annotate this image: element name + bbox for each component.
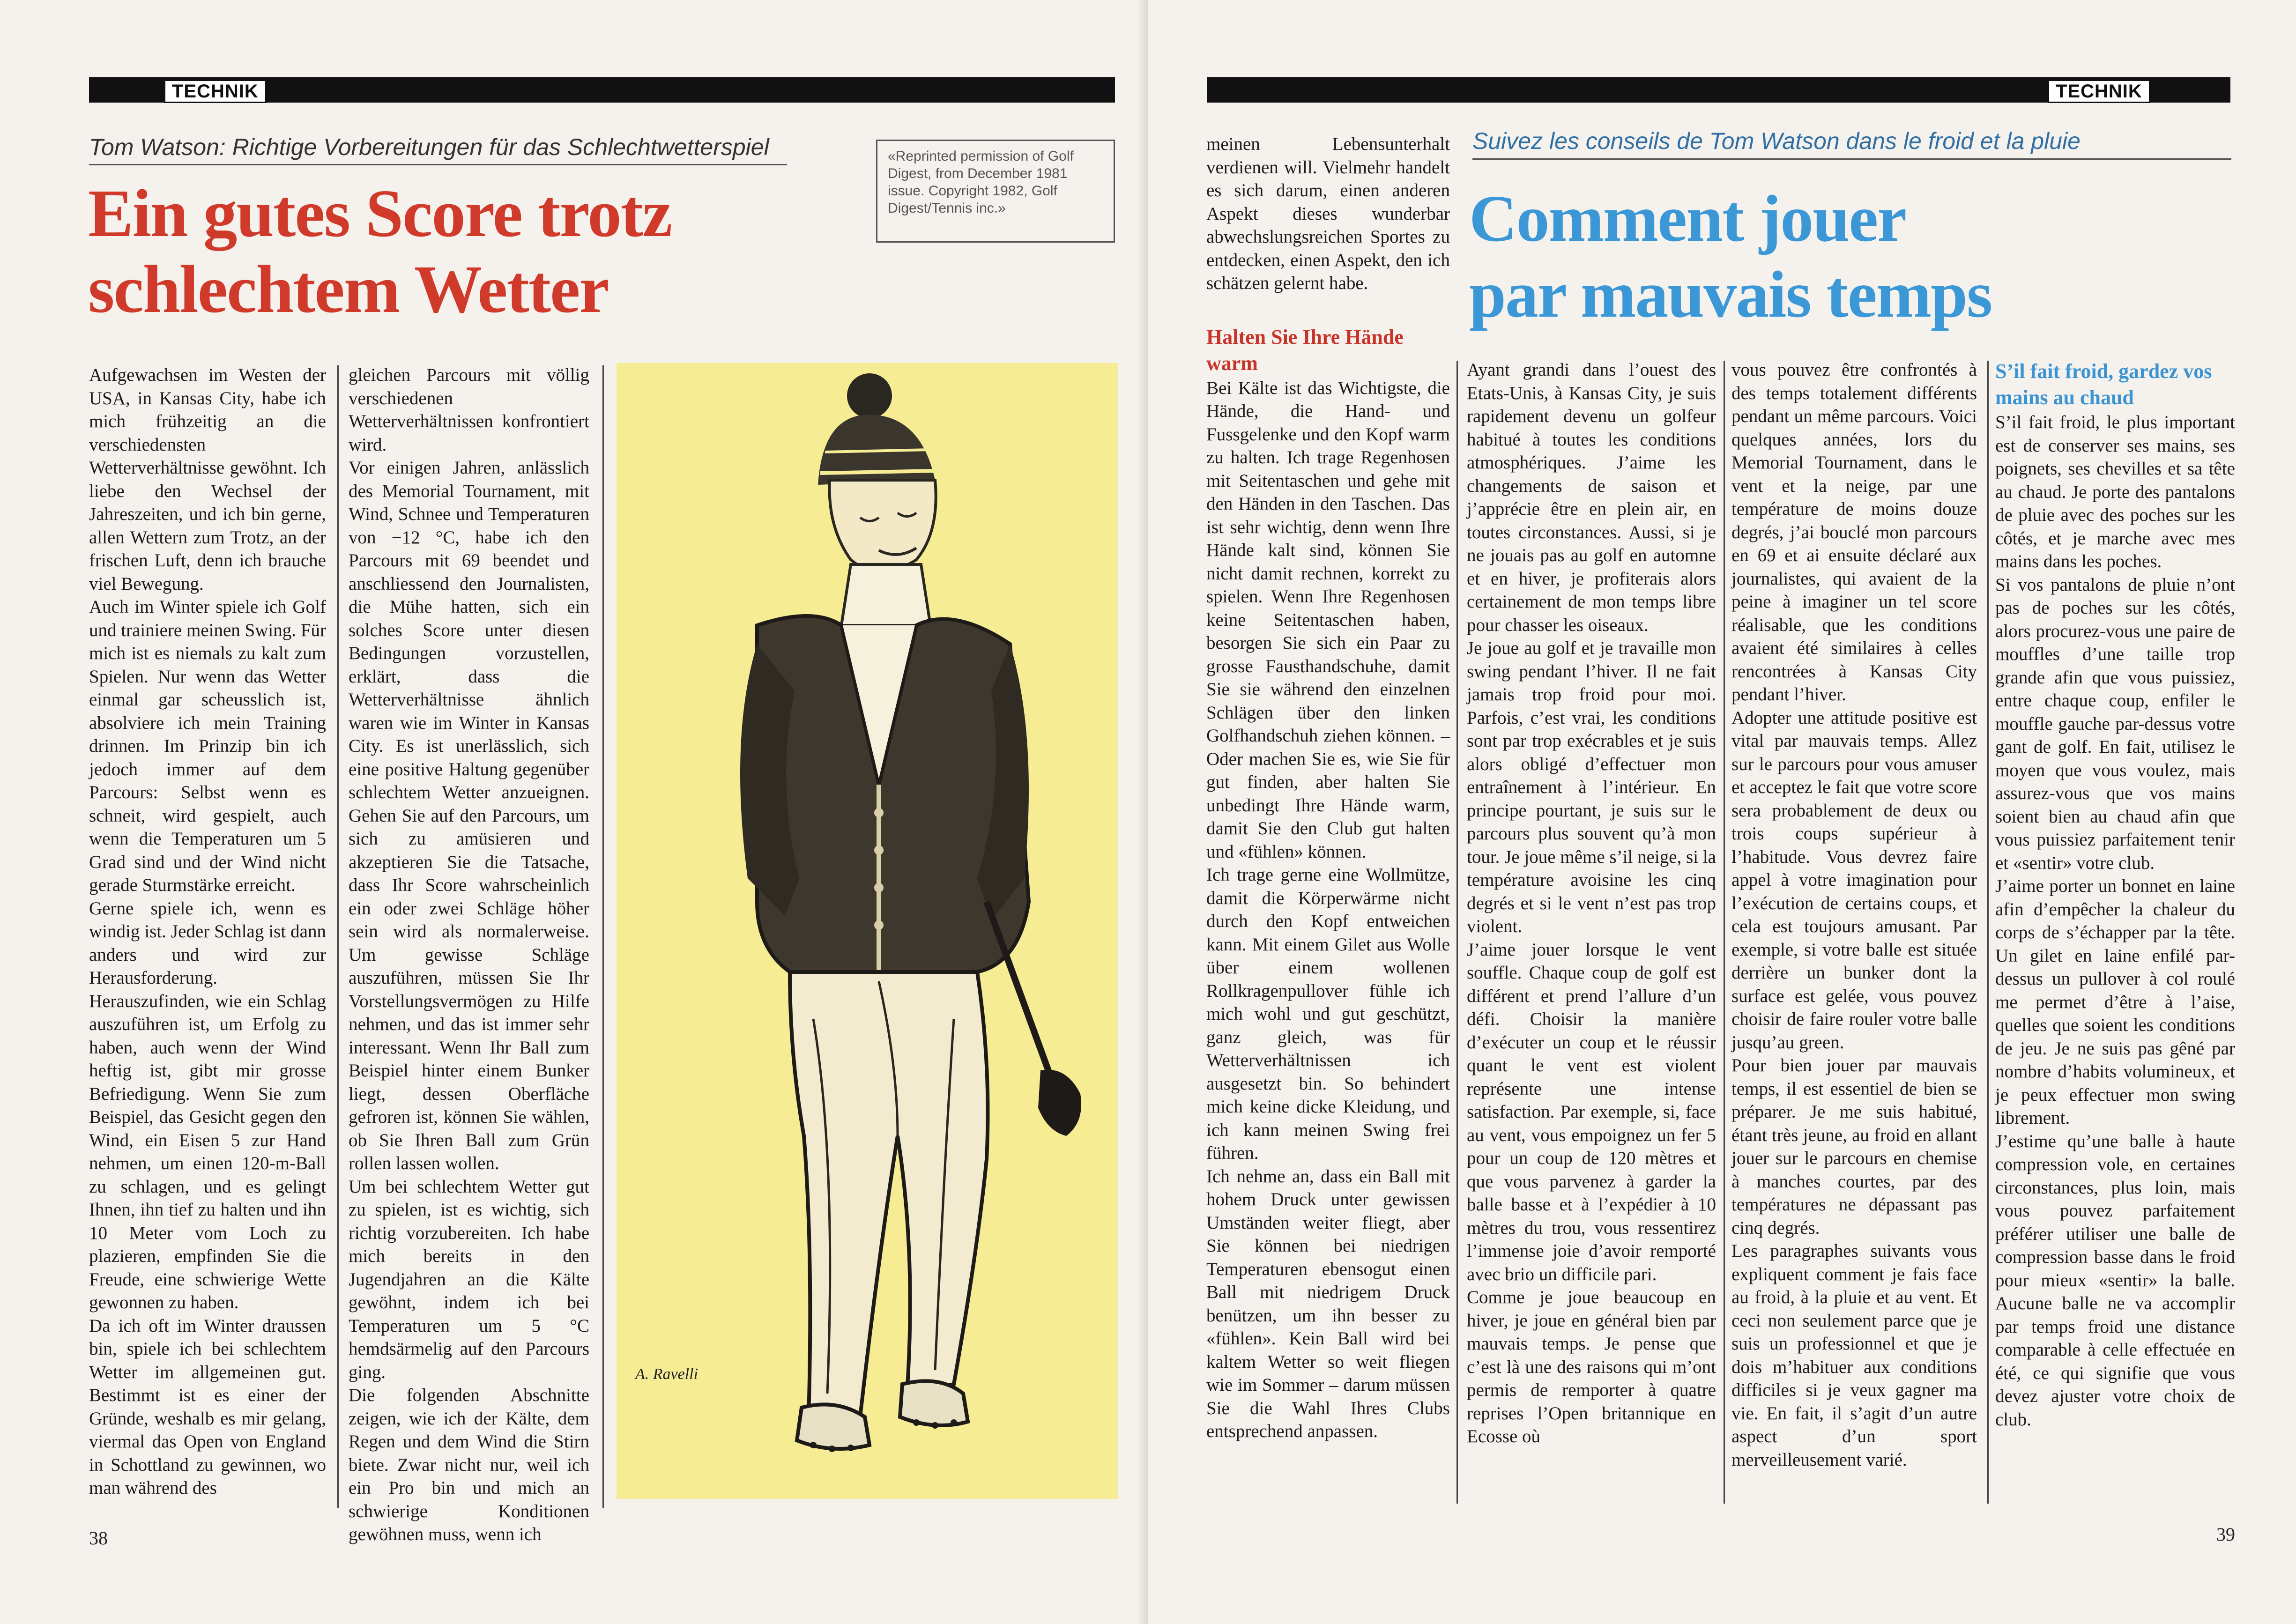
article-column-2 (349, 363, 589, 1544)
article-column-french-1 (1467, 358, 1716, 1511)
headline (1469, 180, 1991, 332)
section-tag: TECHNIK (164, 80, 267, 103)
paragraph: vous pouvez être confrontés à des temps totalement différents pendant un même parcours. Voici quelques années, lors du Memorial Tournament, dans le vent et la neige, par une température de moins douze degrés, j’ai bouclé mon parcours en 69 et ai ensuite déclaré aux journalistes, qui avaient de la peine à imaginer un tel score réalisable, que les conditions avaient été similaires à celles rencontrées à Kansas City pendant l’hiver. (1731, 360, 1977, 704)
column-divider (602, 365, 604, 1508)
kicker: Suivez les conseils de Tom Watson dans le froid et la pluie (1472, 128, 2081, 154)
article-column-1 (89, 363, 326, 1516)
page-number: 38 (89, 1528, 108, 1549)
paragraph: gleichen Parcours mit völlig verschiedenen Wetterverhältnissen konfrontiert wird. (349, 365, 589, 455)
kicker: Tom Watson: Richtige Vorbereitungen für das Schlechtwetterspiel (89, 134, 769, 160)
paragraph: J’estime qu’une balle à haute compression vole, en certaines circonstances, plus loin, mais vous pouvez parfaitement préférer utiliser une balle de compression basse dans le froid pour mieux «sentir» la balle. Aucune balle ne va accomplir par temps froid une distance comparable à celle effectuée en été, ce qui signifie que vous devez ajuster votre choix de club. (1995, 1131, 2235, 1430)
paragraph: Ich nehme an, dass ein Ball mit hohem Druck unter gewissen Umständen weiter fliegt, aber Sie können bei niedrigen Temperaturen ebensogut einen Ball mit niedrigem Druck benützen, um ihn besser zu «fühlen». Kein Ball wird bei kaltem Wetter so weit fliegen wie im Sommer – darum müssen Sie die Wahl Ihres Clubs entsprechend anpassen. (1206, 1166, 1450, 1441)
column-divider (1456, 361, 1458, 1504)
paragraph: Um bei schlechtem Wetter gut zu spielen, ist es wichtig, sich richtig vorzubereiten. Ich habe mich bereits in den Jugendjahren an die Kälte gewöhnt, indem ich bei Temperaturen um 5 °C hemdsärmelig auf den Parcours ging. (349, 1176, 589, 1382)
artist-signature: A. Ravelli (635, 1365, 698, 1383)
paragraph: S’il fait froid, le plus important est de conserver ses mains, ses poignets, ses chevilles et sa tête au chaud. Je porte des pantalons de pluie avec des poches sur les côtés, et je marche avec mes mains dans les poches. (1995, 412, 2235, 571)
paragraph: Auch im Winter spiele ich Golf und trainiere meinen Swing. Für mich ist es niemals zu kalt zum Spielen. Nur wenn das Wetter einmal gar scheusslich ist, absolviere ich mein Training drinnen. Im Prinzip bin ich jedoch immer auf dem Parcours: Selbst wenn es schneit, wird gespielt, auch wenn die Temperaturen um 5 Grad sind und der Wind nicht gerade Sturmstärke erreicht. (89, 597, 326, 895)
kicker-underline (89, 164, 787, 165)
paragraph: Die folgenden Abschnitte zeigen, wie ich der Kälte, dem Regen und dem Wind die Stirn biete. Zwar nicht nur, weil ich ein Pro bin und mich an schwierige Konditionen gewöhnen muss, wenn ich (349, 1385, 589, 1544)
right-page (1148, 0, 2296, 1624)
headline-line-1: Ein gutes Score trotz (88, 176, 672, 251)
golfer-drawing (617, 363, 1118, 1499)
paragraph: Pour bien jouer par mauvais temps, il est essentiel de bien se préparer. Je me suis habitué, étant très jeune, au froid en allant jouer sur le parcours en chemise à manches courtes, par des températures ne dépassant pas cinq degrés. (1731, 1055, 1977, 1238)
subhead: S’il fait froid, gardez vos mains au chaud (1995, 360, 2212, 409)
column-divider (1724, 361, 1725, 1504)
article-column-french-3 (1995, 358, 2235, 1511)
golfer-illustration (617, 363, 1118, 1499)
paragraph: Aufgewachsen im Westen der USA, in Kansas City, habe ich mich frühzeitig an die verschiedensten Wetterverhältnisse gewöhnt. Ich liebe den Wechsel der Jahreszeiten, und ich bin gerne, allen Wettern zum Trotz, an der frischen Luft, denn ich brauche viel Bewegung. (89, 365, 326, 594)
kicker-underline (1472, 158, 2231, 160)
subhead: Halten Sie Ihre Hände warm (1206, 325, 1404, 375)
paragraph: meinen Lebensunterhalt verdienen will. Vielmehr handelt es sich darum, einen anderen Aspekt dieses wunderbar abwechslungsreichen Sportes zu entdecken, einen Aspekt, den ich schätzen gelernt habe. (1206, 134, 1450, 293)
headline-line-2: par mauvais temps (1469, 257, 1992, 331)
column-divider (1987, 361, 1989, 1504)
headline-line-1: Comment jouer (1469, 181, 1906, 255)
paragraph: J’aime porter un bonnet en laine afin d’empêcher la chaleur du corps de s’échapper par la tête. Un gilet en laine enfilé par-dessus un pullover à col roulé me permet d’être à l’aise, quelles que soient les conditions de jeu. Je ne suis pas gêné par nombre d’habits volumineux, et je peux effectuer mon swing librement. (1995, 876, 2235, 1128)
paragraph: Bei Kälte ist das Wichtigste, die Hände, die Hand- und Fussgelenke und den Kopf warm zu halten. Ich trage Regenhosen mit Seitentaschen und gehe mit den Händen in den Taschen. Das ist sehr wichtig, denn wenn Ihre Hände kalt sind, können Sie nicht damit rechnen, korrekt zu spielen. Wenn Ihre Regenhosen keine Seitentaschen haben, besorgen Sie sich ein Paar zu grosse Fausthandschuhe, damit Sie sie während den einzelnen Schlägen über den linken Golfhandschuh ziehen können. – Oder machen Sie es, wie Sie für gut finden, aber halten Sie unbedingt Ihre Hände warm, damit Sie den Club gut halten und «fühlen» können. (1206, 378, 1450, 862)
paragraph: Adopter une attitude positive est vital par mauvais temps. Allez sur le parcours pour vous amuser et acceptez le fait que votre score sera probablement de deux ou trois coups supérieur à l’habitude. Vous devrez faire appel à votre imagination pour l’exécution de certains coups, et cela est toujours amusant. Par exemple, si votre balle est située derrière un bunker dont la surface est gelée, vous pouvez choisir de faire rouler votre balle jusqu’au green. (1731, 707, 1977, 1053)
page-number: 39 (2216, 1524, 2235, 1545)
article-column-french-2 (1731, 358, 1977, 1511)
article-column-german-continued (1206, 133, 1450, 1507)
paragraph: Si vos pantalons de pluie n’ont pas de poches sur les côtés, alors procurez-vous une paire de mouffles d’une taille trop grande afin que vous puissiez, entre chaque coup, enfiler le mouffle gauche par-dessus votre gant de golf. En fait, utilisez le moyen que vous voulez, mais assurez-vous que vos mains soient bien au chaud afin que vous puissiez parfaitement tenir et «sentir» votre club. (1995, 574, 2235, 873)
paragraph: J’aime jouer lorsque le vent souffle. Chaque coup de golf est différent et prend l’allure d’un défi. Choisir la manière d’exécuter un coup et le réussir quant le vent est violent représente une intense satisfaction. Par exemple, si, face au vent, vous empoignez un fer 5 pour un coup de 120 mètres et que vous parvenez à garder la balle basse et à l’expédier à 10 mètres du trou, vous ressentirez l’immense joie d’avoir remporté avec brio un difficile pari. (1467, 939, 1716, 1284)
reprint-credit: «Reprinted permission of Golf Digest, from December 1981 issue. Copyright 1982, Golf Digest/Tennis inc.» (876, 140, 1115, 243)
paragraph: Les paragraphes suivants vous expliquent comment je fais face au froid, à la pluie et au vent. Et ceci non seulement parce que je suis un professionnel et que je dois m’habituer aux conditions difficiles si je veux gagner ma vie. En fait, il s’agit d’un autre aspect d’un sport merveilleusement varié. (1731, 1241, 1977, 1470)
paragraph: Vor einigen Jahren, anlässlich des Memorial Tournament, mit Wind, Schnee und Temperaturen von −12 °C, habe ich den Parcours mit 69 beendet und anschliessend den Journalisten, die Mühe hatten, sich ein solches Score unter diesen Bedingungen vorzustellen, erklärt, dass die Wetterverhältnisse ähnlich waren wie im Winter in Kansas City. Es ist unerlässlich, sich eine positive Haltung gegenüber schlechtem Wetter anzueignen. Gehen Sie auf den Parcours, um sich zu amüsieren und akzeptieren Sie die Tatsache, dass Ihr Score wahrscheinlich ein oder zwei Schläge höher sein wird als normalerweise. Um gewisse Schläge auszuführen, müssen Sie Ihr Vorstellungsvermögen zu Hilfe nehmen, und das ist immer sehr interessant. Wenn Ihr Ball zum Beispiel hinter einem Bunker liegt, dessen Oberfläche gefroren ist, können Sie wählen, ob Sie Ihren Ball zum Grün rollen lassen wollen. (349, 458, 589, 1173)
paragraph: Da ich oft im Winter draussen bin, spiele ich bei schlechtem Wetter im allgemeinen gut. Bestimmt ist es einer der Gründe, weshalb es mir gelang, viermal das Open von England in Schottland zu gewinnen, wo man während des (89, 1315, 326, 1498)
column-divider (337, 365, 339, 1508)
section-tag: TECHNIK (2048, 80, 2150, 103)
paragraph: Ich trage gerne eine Wollmütze, damit die Körperwärme nicht durch den Kopf entweichen kann. Mit einem Gilet aus Wolle über einem wollenen Rollkragenpullover fühle ich mich wohl und gut geschützt, ganz gleich, was für Wetterverhältnissen ich ausgesetzt bin. So behindert mich keine dicke Kleidung, und ich kann meinen Swing frei führen. (1206, 865, 1450, 1163)
paragraph: Ayant grandi dans l’ouest des Etats-Unis, à Kansas City, je suis rapidement devenu un golfeur habitué à toutes les conditions atmosphériques. J’aime les changements de saison et j’apprécie être en plein air, en toutes circonstances. Aussi, si je ne jouais pas au golf en automne et en hiver, je profiterais alors certainement de mon temps libre pour chasser les oiseaux. (1467, 360, 1716, 635)
headline (88, 176, 671, 327)
paragraph: Gerne spiele ich, wenn es windig ist. Jeder Schlag ist dann anders und wird zur Herausforderung. Herauszufinden, wie ein Schlag auszuführen ist, um Erfolg zu haben, auch wenn der Wind heftig ist, gibt mir grosse Befriedigung. Wenn Sie zum Beispiel, das Gesicht gegen den Wind, ein Eisen 5 zur Hand nehmen, um einen 120-m-Ball zu schlagen, und es gelingt Ihnen, ihn tief zu halten und ihn 10 Meter vom Loch zu plazieren, empfinden Sie die Freude, eine schwierige Wette gewonnen zu haben. (89, 898, 326, 1313)
paragraph: Comme je joue beaucoup en hiver, je joue en général bien par mauvais temps. Je pense que c’est là une des raisons qui m’ont permis de remporter à quatre reprises l’Open britannique en Ecosse où (1467, 1287, 1716, 1446)
headline-line-2: schlechtem Wetter (88, 252, 609, 327)
paragraph: Je joue au golf et je travaille mon swing pendant l’hiver. Il ne fait jamais trop froid pour moi. Parfois, c’est vrai, les conditions sont par trop exécrables et je suis alors obligé d’effectuer mon entraînement à l’intérieur. En principe pourtant, je suis sur le parcours plus souvent qu’à mon tour. Je joue même s’il neige, si la température avoisine les cinq degrés et si le vent n’est pas trop violent. (1467, 638, 1716, 936)
